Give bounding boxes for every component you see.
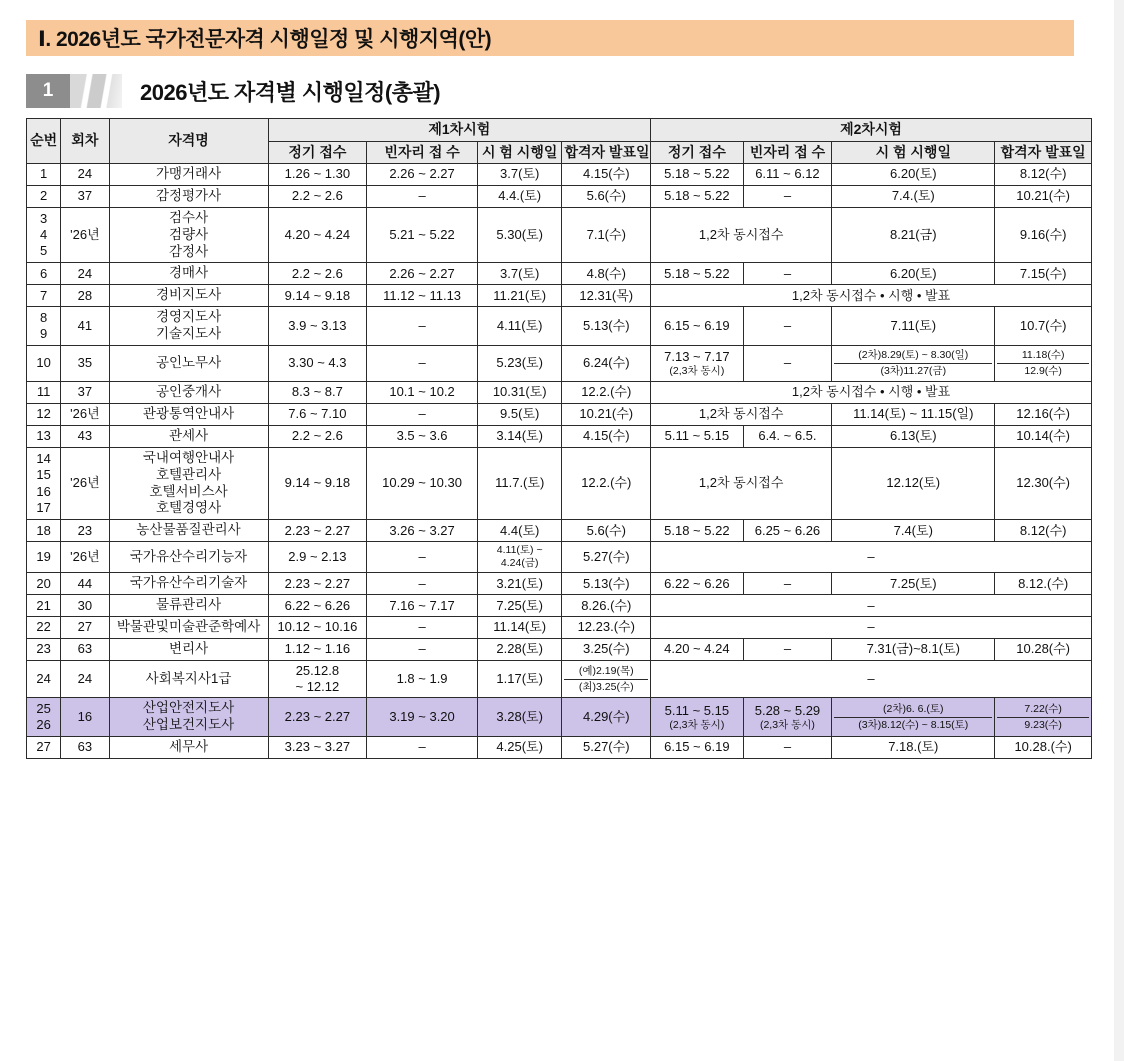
table-row: [27, 698, 1092, 737]
table-row: [27, 542, 1092, 573]
cell-no: 18: [27, 520, 61, 542]
cell-empty1: –: [367, 185, 478, 207]
cell-name: 세무사: [109, 737, 268, 759]
table-row: [27, 185, 1092, 207]
cell-reg2-merged: 1,2차 동시접수: [651, 404, 832, 426]
table-row: [27, 595, 1092, 617]
cell-reg2-merged: 1,2차 동시접수: [651, 207, 832, 263]
cell-res1: 4.8(수): [562, 263, 651, 285]
cell-res2: 12.16(수): [995, 404, 1092, 426]
cell-no: 25 26: [27, 698, 61, 737]
cell-reg2: 5.18 ~ 5.22: [651, 164, 744, 186]
cell-name: 산업안전지도사 산업보건지도사: [109, 698, 268, 737]
cell-no: 24: [27, 660, 61, 698]
cell-res1: 12.2.(수): [562, 382, 651, 404]
cell-exam1: 5.30(토): [477, 207, 562, 263]
cell-res1: 4.15(수): [562, 164, 651, 186]
cell-res2: 9.16(수): [995, 207, 1092, 263]
cell-empty1: 2.26 ~ 2.27: [367, 263, 478, 285]
cell-exam1: 4.25(토): [477, 737, 562, 759]
cell-no: 12: [27, 404, 61, 426]
cell-empty1: –: [367, 345, 478, 381]
cell-exam1: 11.14(토): [477, 617, 562, 639]
cell-empty2: –: [743, 263, 832, 285]
cell-exam2: 6.20(토): [832, 164, 995, 186]
header-no: 순번: [27, 119, 61, 164]
cell-exam1: 3.21(토): [477, 573, 562, 595]
header-result-date-1: 합격자 발표일: [562, 141, 651, 164]
table-row: [27, 164, 1092, 186]
cell-reg2: 5.18 ~ 5.22: [651, 520, 744, 542]
cell-exam2: 6.13(토): [832, 425, 995, 447]
cell-exam1: 3.28(토): [477, 698, 562, 737]
cell-no: 27: [27, 737, 61, 759]
cell-reg1: 2.9 ~ 2.13: [268, 542, 367, 573]
cell-exam1: 11.7.(토): [477, 447, 562, 520]
cell-round: 24: [61, 164, 109, 186]
cell-exam2: 11.14(토) ~ 11.15(일): [832, 404, 995, 426]
cell-name: 경비지도사: [109, 285, 268, 307]
cell-reg2: 5.18 ~ 5.22: [651, 185, 744, 207]
cell-res2: 7.22(수) 9.23(수): [995, 698, 1092, 737]
cell-empty1: –: [367, 573, 478, 595]
cell-round: 43: [61, 425, 109, 447]
cell-empty1: 3.5 ~ 3.6: [367, 425, 478, 447]
cell-res1: 3.25(수): [562, 639, 651, 661]
cell-reg2: 4.20 ~ 4.24: [651, 639, 744, 661]
cell-res1: (예)2.19(목) (최)3.25(수): [562, 660, 651, 698]
cell-exam2: 7.18.(토): [832, 737, 995, 759]
cell-round: 35: [61, 345, 109, 381]
cell-exam1: 3.7(토): [477, 164, 562, 186]
cell-no: 23: [27, 639, 61, 661]
cell-res2: 8.12.(수): [995, 573, 1092, 595]
cell-exam2: 7.4.(토): [832, 185, 995, 207]
cell-round: '26년: [61, 207, 109, 263]
cell-exam1: 2.28(토): [477, 639, 562, 661]
cell-empty1: –: [367, 307, 478, 346]
cell-empty2: 6.4. ~ 6.5.: [743, 425, 832, 447]
cell-res1: 5.27(수): [562, 542, 651, 573]
cell-reg1: 25.12.8 ~ 12.12: [268, 660, 367, 698]
cell-reg2: 7.13 ~ 7.17 (2,3차 동시): [651, 345, 744, 381]
cell-res1: 10.21(수): [562, 404, 651, 426]
cell-no: 20: [27, 573, 61, 595]
cell-name: 물류관리사: [109, 595, 268, 617]
cell-no: 2: [27, 185, 61, 207]
cell-res1: 5.6(수): [562, 520, 651, 542]
table-row: [27, 345, 1092, 381]
cell-name: 농산물품질관리사: [109, 520, 268, 542]
cell-exam1: 10.31(토): [477, 382, 562, 404]
cell-res2: 10.21(수): [995, 185, 1092, 207]
table-row: [27, 447, 1092, 520]
cell-exam2-merged: 1,2차 동시접수 • 시행 • 발표: [651, 382, 1092, 404]
cell-name: 국가유산수리기능자: [109, 542, 268, 573]
cell-no: 3 4 5: [27, 207, 61, 263]
cell-round: 16: [61, 698, 109, 737]
cell-empty1: –: [367, 737, 478, 759]
cell-reg1: 2.2 ~ 2.6: [268, 425, 367, 447]
cell-no: 7: [27, 285, 61, 307]
cell-reg1: 3.23 ~ 3.27: [268, 737, 367, 759]
table-row: [27, 263, 1092, 285]
cell-reg1: 2.23 ~ 2.27: [268, 520, 367, 542]
cell-round: 63: [61, 639, 109, 661]
cell-name: 박물관및미술관준학예사: [109, 617, 268, 639]
cell-round: 63: [61, 737, 109, 759]
cell-exam1: 4.4(토): [477, 520, 562, 542]
cell-empty2: –: [743, 639, 832, 661]
cell-exam2: 12.12(토): [832, 447, 995, 520]
cell-round: 28: [61, 285, 109, 307]
cell-empty2: 5.28 ~ 5.29 (2,3차 동시): [743, 698, 832, 737]
cell-reg2: 6.15 ~ 6.19: [651, 307, 744, 346]
cell-round: 24: [61, 660, 109, 698]
cell-round: '26년: [61, 542, 109, 573]
cell-round: 44: [61, 573, 109, 595]
cell-reg1: 9.14 ~ 9.18: [268, 285, 367, 307]
cell-res1: 12.31(목): [562, 285, 651, 307]
cell-exam2-merged: –: [651, 595, 1092, 617]
cell-round: 27: [61, 617, 109, 639]
table-header: [27, 119, 1092, 164]
section-title: 2026년도 자격별 시행일정(총괄): [140, 79, 441, 105]
cell-no: 1: [27, 164, 61, 186]
cell-round: 23: [61, 520, 109, 542]
cell-res1: 5.13(수): [562, 307, 651, 346]
cell-exam2: 6.20(토): [832, 263, 995, 285]
cell-empty2: –: [743, 307, 832, 346]
table-body: [27, 164, 1092, 759]
cell-reg1: 1.12 ~ 1.16: [268, 639, 367, 661]
cell-name: 관광통역안내사: [109, 404, 268, 426]
cell-empty1: 10.29 ~ 10.30: [367, 447, 478, 520]
cell-res1: 4.29(수): [562, 698, 651, 737]
cell-exam1: 7.25(토): [477, 595, 562, 617]
cell-exam2: 8.21(금): [832, 207, 995, 263]
cell-empty1: 11.12 ~ 11.13: [367, 285, 478, 307]
cell-round: 37: [61, 185, 109, 207]
header-reg-regular-2: 정기 접수: [651, 141, 744, 164]
cell-res1: 5.27(수): [562, 737, 651, 759]
cell-name: 감정평가사: [109, 185, 268, 207]
cell-exam1: 5.23(토): [477, 345, 562, 381]
header-round: 회차: [61, 119, 109, 164]
cell-exam1: 3.7(토): [477, 263, 562, 285]
cell-name: 관세사: [109, 425, 268, 447]
cell-reg1: 2.23 ~ 2.27: [268, 573, 367, 595]
cell-res2: 10.28.(수): [995, 737, 1092, 759]
table-row: [27, 737, 1092, 759]
section-number-badge: 1: [26, 74, 70, 108]
cell-reg1: 8.3 ~ 8.7: [268, 382, 367, 404]
cell-res2: 10.7(수): [995, 307, 1092, 346]
cell-empty1: –: [367, 404, 478, 426]
cell-exam2-merged: 1,2차 동시접수 • 시행 • 발표: [651, 285, 1092, 307]
cell-exam1: 3.14(토): [477, 425, 562, 447]
cell-empty1: 1.8 ~ 1.9: [367, 660, 478, 698]
cell-no: 14 15 16 17: [27, 447, 61, 520]
cell-round: 24: [61, 263, 109, 285]
cell-no: 21: [27, 595, 61, 617]
cell-res2: 8.12(수): [995, 520, 1092, 542]
cell-empty2: –: [743, 345, 832, 381]
cell-round: '26년: [61, 404, 109, 426]
cell-reg1: 3.9 ~ 3.13: [268, 307, 367, 346]
cell-exam2-merged: –: [651, 660, 1092, 698]
cell-empty2: –: [743, 185, 832, 207]
cell-exam1: 1.17(토): [477, 660, 562, 698]
schedule-table: [26, 118, 1092, 759]
cell-res1: 6.24(수): [562, 345, 651, 381]
cell-exam1: 4.4.(토): [477, 185, 562, 207]
cell-reg1: 6.22 ~ 6.26: [268, 595, 367, 617]
table-row: [27, 404, 1092, 426]
cell-reg1: 10.12 ~ 10.16: [268, 617, 367, 639]
cell-name: 공인중개사: [109, 382, 268, 404]
cell-reg2: 6.15 ~ 6.19: [651, 737, 744, 759]
cell-exam2: 7.11(토): [832, 307, 995, 346]
table-row: [27, 307, 1092, 346]
section-decoration-icon: [70, 74, 122, 108]
cell-name: 경매사: [109, 263, 268, 285]
table-row: [27, 425, 1092, 447]
cell-empty2: 6.25 ~ 6.26: [743, 520, 832, 542]
page-title-banner: [26, 20, 1074, 56]
cell-res2: 7.15(수): [995, 263, 1092, 285]
cell-exam2: 7.31(금)~8.1(토): [832, 639, 995, 661]
cell-empty1: –: [367, 639, 478, 661]
table-row: [27, 207, 1092, 263]
cell-res1: 5.13(수): [562, 573, 651, 595]
cell-name: 국내여행안내사 호텔관리사 호텔서비스사 호텔경영사: [109, 447, 268, 520]
cell-res2: 8.12(수): [995, 164, 1092, 186]
cell-exam1: 4.11(토): [477, 307, 562, 346]
cell-reg2: 5.11 ~ 5.15 (2,3차 동시): [651, 698, 744, 737]
cell-reg2: 5.18 ~ 5.22: [651, 263, 744, 285]
cell-empty1: 2.26 ~ 2.27: [367, 164, 478, 186]
cell-exam1: 9.5(토): [477, 404, 562, 426]
header-exam-date-2: 시 험 시행일: [832, 141, 995, 164]
cell-reg1: 7.6 ~ 7.10: [268, 404, 367, 426]
section-heading: [26, 72, 1074, 110]
header-exam-date-1: 시 험 시행일: [477, 141, 562, 164]
cell-round: 37: [61, 382, 109, 404]
cell-empty1: 7.16 ~ 7.17: [367, 595, 478, 617]
cell-exam2: (2차)8.29(토) ~ 8.30(일) (3차)11.27(금): [832, 345, 995, 381]
header-reg-empty-2: 빈자리 접 수: [743, 141, 832, 164]
cell-reg1: 9.14 ~ 9.18: [268, 447, 367, 520]
cell-reg1: 3.30 ~ 4.3: [268, 345, 367, 381]
cell-empty1: –: [367, 617, 478, 639]
table-row: [27, 617, 1092, 639]
cell-name: 사회복지사1급: [109, 660, 268, 698]
cell-name: 변리사: [109, 639, 268, 661]
table-row: [27, 285, 1092, 307]
cell-reg2: 6.22 ~ 6.26: [651, 573, 744, 595]
cell-empty1: 10.1 ~ 10.2: [367, 382, 478, 404]
cell-exam2-merged: –: [651, 542, 1092, 573]
cell-empty1: 5.21 ~ 5.22: [367, 207, 478, 263]
cell-reg2: 5.11 ~ 5.15: [651, 425, 744, 447]
cell-no: 13: [27, 425, 61, 447]
cell-empty2: –: [743, 573, 832, 595]
cell-reg1: 2.2 ~ 2.6: [268, 185, 367, 207]
cell-name: 공인노무사: [109, 345, 268, 381]
cell-empty1: 3.26 ~ 3.27: [367, 520, 478, 542]
cell-round: 41: [61, 307, 109, 346]
cell-exam2-merged: –: [651, 617, 1092, 639]
table-row: [27, 520, 1092, 542]
cell-empty1: –: [367, 542, 478, 573]
cell-reg1: 4.20 ~ 4.24: [268, 207, 367, 263]
cell-reg1: 1.26 ~ 1.30: [268, 164, 367, 186]
cell-res1: 7.1(수): [562, 207, 651, 263]
cell-name: 경영지도사 기술지도사: [109, 307, 268, 346]
cell-no: 19: [27, 542, 61, 573]
cell-res2: 11.18(수) 12.9(수): [995, 345, 1092, 381]
cell-empty2: –: [743, 737, 832, 759]
header-exam1: 제1차시험: [268, 119, 651, 142]
cell-no: 6: [27, 263, 61, 285]
table-row: [27, 573, 1092, 595]
cell-no: 8 9: [27, 307, 61, 346]
table-row: [27, 382, 1092, 404]
cell-res1: 8.26.(수): [562, 595, 651, 617]
cell-res2: 12.30(수): [995, 447, 1092, 520]
cell-exam2: 7.25(토): [832, 573, 995, 595]
cell-reg2-merged: 1,2차 동시접수: [651, 447, 832, 520]
header-name: 자격명: [109, 119, 268, 164]
cell-no: 10: [27, 345, 61, 381]
cell-res2: 10.14(수): [995, 425, 1092, 447]
cell-exam2: 7.4(토): [832, 520, 995, 542]
cell-res1: 12.2.(수): [562, 447, 651, 520]
cell-empty1: 3.19 ~ 3.20: [367, 698, 478, 737]
cell-res1: 5.6(수): [562, 185, 651, 207]
cell-res2: 10.28(수): [995, 639, 1092, 661]
cell-exam1: 4.11(토) ~ 4.24(금): [477, 542, 562, 573]
cell-name: 검수사 검량사 감정사: [109, 207, 268, 263]
cell-name: 가맹거래사: [109, 164, 268, 186]
cell-no: 11: [27, 382, 61, 404]
cell-name: 국가유산수리기술자: [109, 573, 268, 595]
header-exam2: 제2차시험: [651, 119, 1092, 142]
header-result-date-2: 합격자 발표일: [995, 141, 1092, 164]
cell-round: 30: [61, 595, 109, 617]
cell-exam1: 11.21(토): [477, 285, 562, 307]
header-reg-regular-1: 정기 접수: [268, 141, 367, 164]
header-reg-empty-1: 빈자리 접 수: [367, 141, 478, 164]
table-row: [27, 660, 1092, 698]
cell-res1: 4.15(수): [562, 425, 651, 447]
cell-round: '26년: [61, 447, 109, 520]
page-title: Ⅰ. 2026년도 국가전문자격 시행일정 및 시행지역(안): [38, 28, 492, 51]
cell-reg1: 2.2 ~ 2.6: [268, 263, 367, 285]
cell-empty2: 6.11 ~ 6.12: [743, 164, 832, 186]
cell-reg1: 2.23 ~ 2.27: [268, 698, 367, 737]
table-row: [27, 639, 1092, 661]
cell-no: 22: [27, 617, 61, 639]
cell-exam2: (2차)6. 6.(토) (3차)8.12(수) ~ 8.15(토): [832, 698, 995, 737]
cell-res1: 12.23.(수): [562, 617, 651, 639]
